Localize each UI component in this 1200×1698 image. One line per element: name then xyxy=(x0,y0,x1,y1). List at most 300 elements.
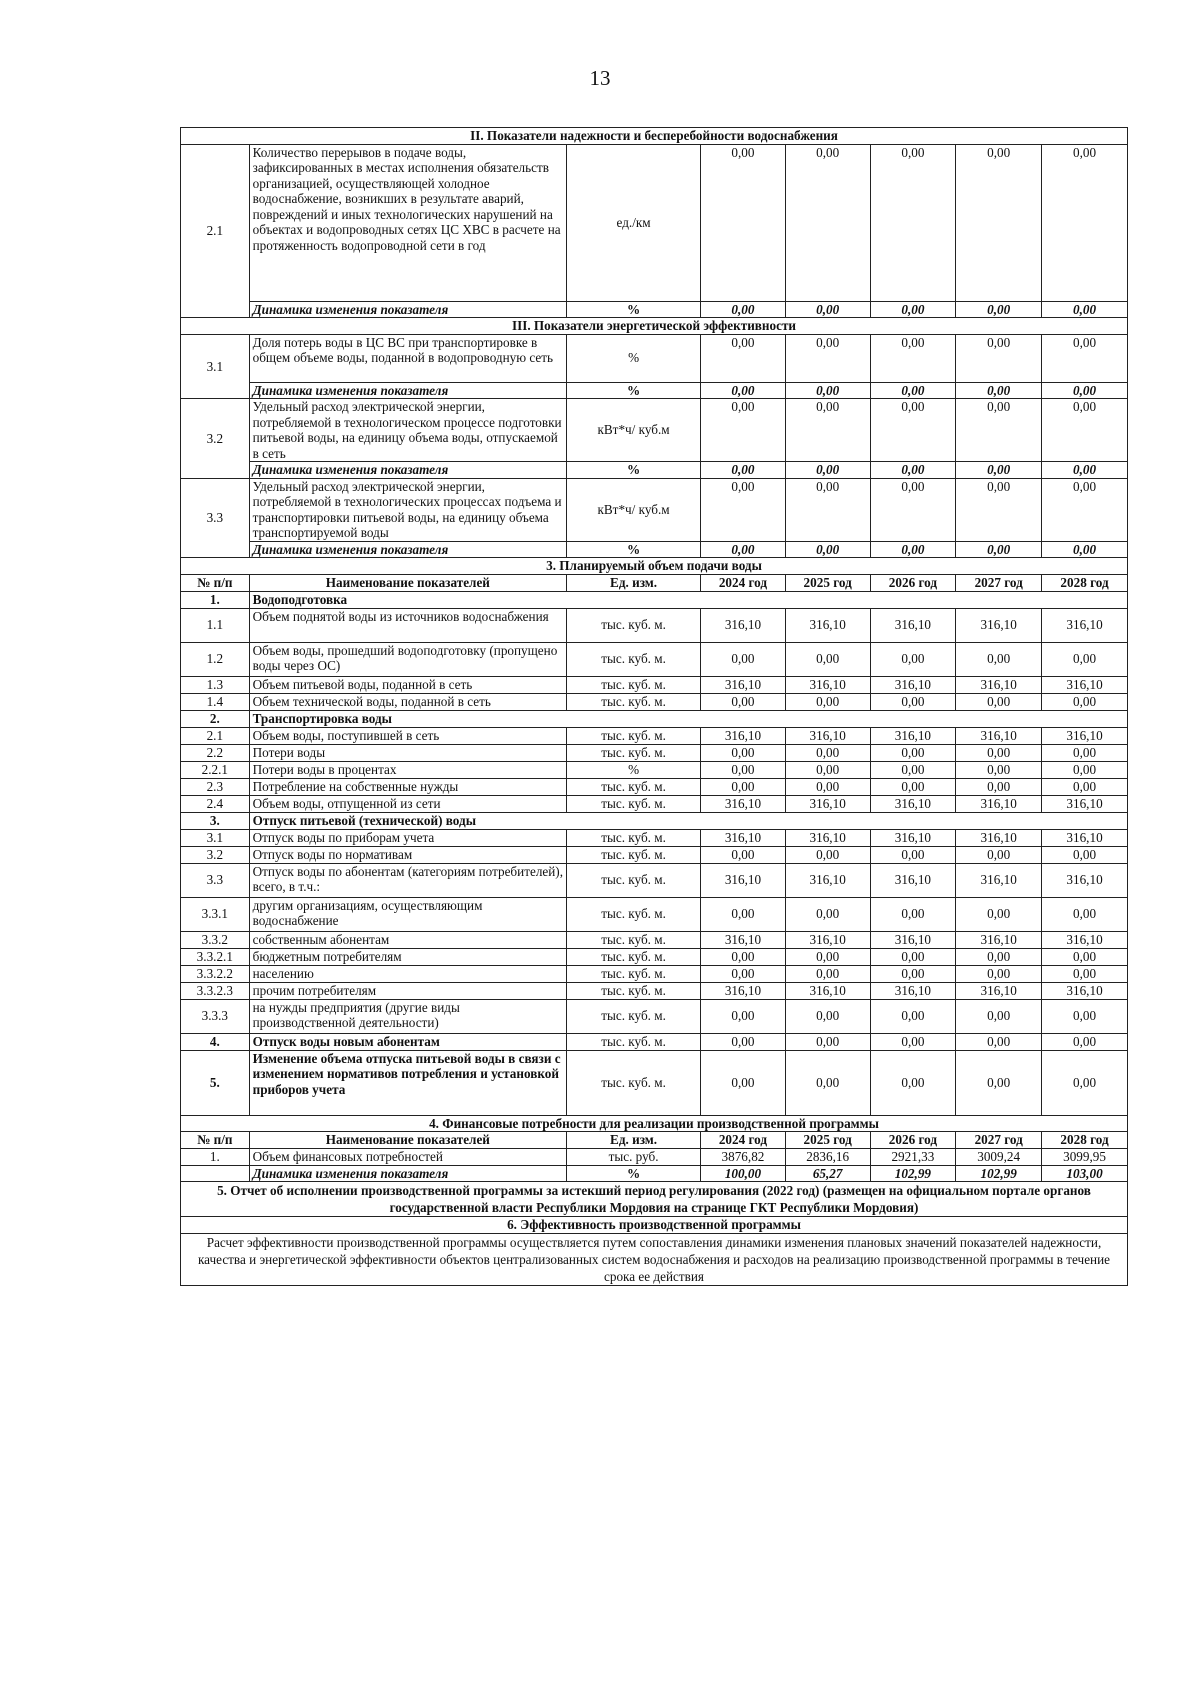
row-number: 3.3 xyxy=(181,478,250,558)
volume-row xyxy=(181,795,1128,812)
value-cell: 2836,16 xyxy=(785,1149,870,1166)
value-cell: 0,00 xyxy=(870,948,956,965)
value-cell: 0,00 xyxy=(870,144,956,301)
value-cell: 316,10 xyxy=(1042,608,1128,642)
group-name: Транспортировка воды xyxy=(249,710,1127,727)
dynamics-value: 0,00 xyxy=(785,382,870,399)
value-cell: 0,00 xyxy=(785,642,870,676)
unit-cell: тыс. куб. м. xyxy=(567,863,701,897)
indicator-3-3-row xyxy=(181,478,1128,541)
value-cell: 3009,24 xyxy=(956,1149,1042,1166)
unit-cell: ед./км xyxy=(567,144,701,301)
row-number: 2.4 xyxy=(181,795,250,812)
value-cell: 316,10 xyxy=(701,931,786,948)
value-cell: 0,00 xyxy=(870,1050,956,1115)
volume-group-row xyxy=(181,591,1128,608)
value-cell: 0,00 xyxy=(956,897,1042,931)
dynamics-value: 102,99 xyxy=(870,1165,956,1182)
dynamics-value: 0,00 xyxy=(701,382,786,399)
volume-row xyxy=(181,897,1128,931)
dynamics-value: 0,00 xyxy=(785,541,870,558)
column-header: Наименование показателей xyxy=(249,1132,566,1149)
volume-row xyxy=(181,999,1128,1033)
row-number: 1. xyxy=(181,591,250,608)
value-cell: 0,00 xyxy=(956,334,1042,382)
value-cell: 0,00 xyxy=(956,846,1042,863)
section-3-title: III. Показатели энергетической эффективности xyxy=(181,318,1128,335)
value-cell: 316,10 xyxy=(785,829,870,846)
unit-cell: кВт*ч/ куб.м xyxy=(567,399,701,462)
unit-cell: тыс. куб. м. xyxy=(567,693,701,710)
column-header: 2024 год xyxy=(701,574,786,591)
dynamics-value: 0,00 xyxy=(956,382,1042,399)
unit-cell: % xyxy=(567,301,701,318)
indicator-2-1-dynamics-row xyxy=(181,301,1128,318)
unit-cell: тыс. руб. xyxy=(567,1149,701,1166)
value-cell: 0,00 xyxy=(785,744,870,761)
volume-group-row xyxy=(181,812,1128,829)
indicator-name: прочим потребителям xyxy=(249,982,566,999)
value-cell: 0,00 xyxy=(785,897,870,931)
row-number: 3. xyxy=(181,812,250,829)
column-header: 2027 год xyxy=(956,1132,1042,1149)
value-cell: 0,00 xyxy=(785,965,870,982)
unit-cell: тыс. куб. м. xyxy=(567,1033,701,1050)
unit-cell: % xyxy=(567,334,701,382)
value-cell: 0,00 xyxy=(701,897,786,931)
indicator-name: Объем поднятой воды из источников водоснабжения xyxy=(249,608,566,642)
row-number: 5. xyxy=(181,1050,250,1115)
value-cell: 0,00 xyxy=(701,846,786,863)
row-number: 3.3.1 xyxy=(181,897,250,931)
value-cell: 316,10 xyxy=(701,982,786,999)
value-cell: 316,10 xyxy=(956,608,1042,642)
value-cell: 2921,33 xyxy=(870,1149,956,1166)
unit-cell: % xyxy=(567,1165,701,1182)
value-cell: 0,00 xyxy=(870,761,956,778)
value-cell: 0,00 xyxy=(956,1033,1042,1050)
value-cell: 316,10 xyxy=(785,931,870,948)
value-cell: 0,00 xyxy=(701,334,786,382)
finance-dynamics-row xyxy=(181,1165,1128,1182)
volume-row xyxy=(181,829,1128,846)
value-cell: 316,10 xyxy=(785,982,870,999)
column-header: 2025 год xyxy=(785,574,870,591)
row-number: 1. xyxy=(181,1149,250,1166)
unit-cell: кВт*ч/ куб.м xyxy=(567,478,701,541)
indicators-table xyxy=(180,127,1128,1286)
row-number: 3.3.2.2 xyxy=(181,965,250,982)
value-cell: 316,10 xyxy=(1042,676,1128,693)
column-header: 2024 год xyxy=(701,1132,786,1149)
dynamics-value: 0,00 xyxy=(1042,541,1128,558)
volume-section xyxy=(181,558,1128,575)
dynamics-value: 0,00 xyxy=(870,382,956,399)
row-number: 3.2 xyxy=(181,399,250,479)
value-cell: 0,00 xyxy=(785,778,870,795)
indicator-2-1-row xyxy=(181,144,1128,301)
value-cell: 0,00 xyxy=(956,761,1042,778)
volume-row xyxy=(181,846,1128,863)
unit-cell: тыс. куб. м. xyxy=(567,982,701,999)
unit-cell: % xyxy=(567,541,701,558)
row-number: 2.2 xyxy=(181,744,250,761)
unit-cell: % xyxy=(567,761,701,778)
dynamics-value: 103,00 xyxy=(1042,1165,1128,1182)
value-cell: 316,10 xyxy=(701,829,786,846)
value-cell: 0,00 xyxy=(701,478,786,541)
dynamics-value: 102,99 xyxy=(956,1165,1042,1182)
volume-section-title: 3. Планируемый объем подачи воды xyxy=(181,558,1128,575)
value-cell: 0,00 xyxy=(701,778,786,795)
value-cell: 0,00 xyxy=(785,693,870,710)
dynamics-value: 0,00 xyxy=(956,301,1042,318)
value-cell: 0,00 xyxy=(870,478,956,541)
value-cell: 316,10 xyxy=(870,727,956,744)
value-cell: 316,10 xyxy=(701,608,786,642)
value-cell: 0,00 xyxy=(870,999,956,1033)
indicator-name: Доля потерь воды в ЦС ВС при транспортировке в общем объеме воды, поданной в водопроводную сеть xyxy=(249,334,566,382)
section-3 xyxy=(181,318,1128,335)
value-cell: 0,00 xyxy=(701,1050,786,1115)
value-cell: 0,00 xyxy=(785,948,870,965)
indicator-name: собственным абонентам xyxy=(249,931,566,948)
unit-cell: тыс. куб. м. xyxy=(567,608,701,642)
value-cell: 0,00 xyxy=(1042,334,1128,382)
value-cell: 3099,95 xyxy=(1042,1149,1128,1166)
value-cell: 316,10 xyxy=(785,676,870,693)
value-cell: 316,10 xyxy=(956,982,1042,999)
unit-cell: % xyxy=(567,382,701,399)
report-section xyxy=(181,1182,1128,1217)
unit-cell: тыс. куб. м. xyxy=(567,829,701,846)
value-cell: 0,00 xyxy=(1042,965,1128,982)
value-cell: 316,10 xyxy=(870,982,956,999)
indicator-name: Объем питьевой воды, поданной в сеть xyxy=(249,676,566,693)
volume-row xyxy=(181,693,1128,710)
value-cell: 0,00 xyxy=(1042,1033,1128,1050)
value-cell: 0,00 xyxy=(1042,1050,1128,1115)
column-header: 2025 год xyxy=(785,1132,870,1149)
dynamics-value: 0,00 xyxy=(956,541,1042,558)
value-cell: 316,10 xyxy=(1042,931,1128,948)
dynamics-value: 0,00 xyxy=(1042,462,1128,479)
indicator-name: Потери воды xyxy=(249,744,566,761)
column-header: Наименование показателей xyxy=(249,574,566,591)
value-cell: 316,10 xyxy=(870,829,956,846)
indicator-name: Потери воды в процентах xyxy=(249,761,566,778)
value-cell: 3876,82 xyxy=(701,1149,786,1166)
value-cell: 0,00 xyxy=(785,999,870,1033)
dynamics-value: 0,00 xyxy=(785,301,870,318)
value-cell: 0,00 xyxy=(701,744,786,761)
row-number: 2. xyxy=(181,710,250,727)
value-cell: 316,10 xyxy=(956,795,1042,812)
indicator-3-3-dynamics-row xyxy=(181,541,1128,558)
column-header: № п/п xyxy=(181,574,250,591)
volume-row xyxy=(181,727,1128,744)
row-number: 2.3 xyxy=(181,778,250,795)
row-number: 3.3.2.3 xyxy=(181,982,250,999)
value-cell: 0,00 xyxy=(785,1033,870,1050)
value-cell: 0,00 xyxy=(701,693,786,710)
column-header: 2028 год xyxy=(1042,574,1128,591)
dynamics-value: 0,00 xyxy=(785,462,870,479)
dynamics-value: 0,00 xyxy=(870,541,956,558)
volume-row xyxy=(181,965,1128,982)
row-number: 1.4 xyxy=(181,693,250,710)
indicator-name: Удельный расход электрической энергии, потребляемой в технологических процессах подъема и транспортировки питьевой воды, на единицу объема транспортируемой воды xyxy=(249,478,566,541)
value-cell: 0,00 xyxy=(956,965,1042,982)
column-header: № п/п xyxy=(181,1132,250,1149)
value-cell: 316,10 xyxy=(1042,863,1128,897)
value-cell: 316,10 xyxy=(785,727,870,744)
indicator-name: Удельный расход электрической энергии, потребляемой в технологическом процессе подготовки питьевой воды, на единицу объема воды, отпускаемой в сеть xyxy=(249,399,566,462)
row-number: 3.3 xyxy=(181,863,250,897)
value-cell: 316,10 xyxy=(701,676,786,693)
volume-row xyxy=(181,931,1128,948)
efficiency-text: Расчет эффективности производственной программы осуществляется путем сопоставления динамики изменения плановых значений показателей надежности, качества и энергетической эффективности объектов централизованных систем водоснабжения и расходов на реализацию производственной программы в течение срока ее действия xyxy=(181,1233,1128,1285)
value-cell: 0,00 xyxy=(956,642,1042,676)
dynamics-label: Динамика изменения показателя xyxy=(249,1165,566,1182)
row-number: 2.2.1 xyxy=(181,761,250,778)
group-name: Отпуск питьевой (технической) воды xyxy=(249,812,1127,829)
value-cell: 0,00 xyxy=(785,478,870,541)
volume-row xyxy=(181,1033,1128,1050)
value-cell: 316,10 xyxy=(785,608,870,642)
unit-cell: тыс. куб. м. xyxy=(567,965,701,982)
value-cell: 0,00 xyxy=(785,399,870,462)
indicator-name: на нужды предприятия (другие виды производственной деятельности) xyxy=(249,999,566,1033)
volume-row xyxy=(181,778,1128,795)
value-cell: 316,10 xyxy=(870,931,956,948)
report-section-title: 5. Отчет об исполнении производственной программы за истекший период регулирования (2022 год) (размещен на официальном портале органов государственной власти Республики Мордовия на странице ГКТ Республики Мордовия) xyxy=(181,1182,1128,1217)
value-cell: 0,00 xyxy=(870,1033,956,1050)
unit-cell: % xyxy=(567,462,701,479)
unit-cell: тыс. куб. м. xyxy=(567,999,701,1033)
volume-header xyxy=(181,574,1128,591)
dynamics-value: 65,27 xyxy=(785,1165,870,1182)
value-cell: 0,00 xyxy=(1042,948,1128,965)
value-cell: 316,10 xyxy=(870,795,956,812)
volume-row xyxy=(181,642,1128,676)
value-cell: 0,00 xyxy=(956,778,1042,795)
indicator-3-1-dynamics-row xyxy=(181,382,1128,399)
row-number: 2.1 xyxy=(181,727,250,744)
row-number: 1.1 xyxy=(181,608,250,642)
volume-row xyxy=(181,676,1128,693)
column-header: Ед. изм. xyxy=(567,1132,701,1149)
indicator-name: бюджетным потребителям xyxy=(249,948,566,965)
value-cell: 316,10 xyxy=(1042,727,1128,744)
finance-row xyxy=(181,1149,1128,1166)
value-cell: 0,00 xyxy=(870,642,956,676)
volume-row xyxy=(181,1050,1128,1115)
value-cell: 0,00 xyxy=(956,144,1042,301)
dynamics-label: Динамика изменения показателя xyxy=(249,462,566,479)
indicator-name: другим организациям, осуществляющим водоснабжение xyxy=(249,897,566,931)
value-cell: 0,00 xyxy=(785,1050,870,1115)
value-cell: 0,00 xyxy=(870,897,956,931)
value-cell: 316,10 xyxy=(701,863,786,897)
finance-section-title: 4. Финансовые потребности для реализации производственной программы xyxy=(181,1115,1128,1132)
value-cell: 0,00 xyxy=(1042,744,1128,761)
row-number: 1.3 xyxy=(181,676,250,693)
value-cell: 316,10 xyxy=(956,727,1042,744)
value-cell: 0,00 xyxy=(956,693,1042,710)
value-cell: 0,00 xyxy=(870,744,956,761)
value-cell: 316,10 xyxy=(870,608,956,642)
indicator-name: Объем финансовых потребностей xyxy=(249,1149,566,1166)
volume-row xyxy=(181,948,1128,965)
unit-cell: тыс. куб. м. xyxy=(567,948,701,965)
volume-row xyxy=(181,982,1128,999)
value-cell: 0,00 xyxy=(785,144,870,301)
unit-cell: тыс. куб. м. xyxy=(567,676,701,693)
column-header: 2026 год xyxy=(870,574,956,591)
value-cell: 0,00 xyxy=(701,761,786,778)
value-cell: 0,00 xyxy=(870,965,956,982)
value-cell: 316,10 xyxy=(785,795,870,812)
value-cell: 0,00 xyxy=(870,399,956,462)
dynamics-value: 0,00 xyxy=(870,462,956,479)
value-cell: 0,00 xyxy=(956,948,1042,965)
efficiency-section xyxy=(181,1217,1128,1234)
value-cell: 0,00 xyxy=(701,965,786,982)
row-number: 3.2 xyxy=(181,846,250,863)
value-cell: 0,00 xyxy=(956,744,1042,761)
indicator-name: Потребление на собственные нужды xyxy=(249,778,566,795)
value-cell: 0,00 xyxy=(701,1033,786,1050)
dynamics-value: 0,00 xyxy=(701,462,786,479)
value-cell: 316,10 xyxy=(701,795,786,812)
column-header: Ед. изм. xyxy=(567,574,701,591)
value-cell: 0,00 xyxy=(785,761,870,778)
column-header: 2027 год xyxy=(956,574,1042,591)
value-cell: 0,00 xyxy=(870,334,956,382)
indicator-name: Объем воды, прошедший водоподготовку (пропущено воды через ОС) xyxy=(249,642,566,676)
dynamics-label: Динамика изменения показателя xyxy=(249,382,566,399)
value-cell: 0,00 xyxy=(701,999,786,1033)
row-number: 3.3.2 xyxy=(181,931,250,948)
value-cell: 0,00 xyxy=(956,1050,1042,1115)
indicator-name: Объем воды, отпущенной из сети xyxy=(249,795,566,812)
value-cell: 316,10 xyxy=(870,676,956,693)
dynamics-value: 0,00 xyxy=(870,301,956,318)
dynamics-value: 0,00 xyxy=(1042,301,1128,318)
volume-row xyxy=(181,863,1128,897)
efficiency-text-row xyxy=(181,1233,1128,1285)
unit-cell: тыс. куб. м. xyxy=(567,727,701,744)
volume-row xyxy=(181,608,1128,642)
value-cell: 0,00 xyxy=(1042,144,1128,301)
dynamics-value: 0,00 xyxy=(956,462,1042,479)
value-cell: 0,00 xyxy=(870,778,956,795)
value-cell: 0,00 xyxy=(1042,846,1128,863)
efficiency-section-title: 6. Эффективность производственной программы xyxy=(181,1217,1128,1234)
value-cell: 316,10 xyxy=(956,931,1042,948)
value-cell: 0,00 xyxy=(956,999,1042,1033)
value-cell: 0,00 xyxy=(1042,693,1128,710)
unit-cell: тыс. куб. м. xyxy=(567,778,701,795)
dynamics-value: 0,00 xyxy=(1042,382,1128,399)
row-number: 4. xyxy=(181,1033,250,1050)
value-cell: 316,10 xyxy=(1042,982,1128,999)
value-cell: 316,10 xyxy=(1042,829,1128,846)
value-cell: 0,00 xyxy=(701,642,786,676)
row-number xyxy=(181,1165,250,1182)
indicator-name: Объем воды, поступившей в сеть xyxy=(249,727,566,744)
value-cell: 316,10 xyxy=(870,863,956,897)
indicator-name: Изменение объема отпуска питьевой воды в связи с изменением нормативов потребления и установкой приборов учета xyxy=(249,1050,566,1115)
value-cell: 316,10 xyxy=(701,727,786,744)
indicator-name: Количество перерывов в подаче воды, зафиксированных в местах исполнения обязательств организацией, осуществляющей холодное водоснабжение, возникших в результате аварий, повреждений и иных технологических нарушений на объектах и водопроводных сетях ЦС ХВС в расчете на протяженность водопроводной сети в год xyxy=(249,144,566,301)
row-number: 3.3.3 xyxy=(181,999,250,1033)
value-cell: 0,00 xyxy=(701,948,786,965)
dynamics-label: Динамика изменения показателя xyxy=(249,541,566,558)
column-header: 2028 год xyxy=(1042,1132,1128,1149)
value-cell: 0,00 xyxy=(1042,642,1128,676)
value-cell: 0,00 xyxy=(785,846,870,863)
value-cell: 0,00 xyxy=(956,478,1042,541)
indicator-name: населению xyxy=(249,965,566,982)
volume-row xyxy=(181,761,1128,778)
unit-cell: тыс. куб. м. xyxy=(567,744,701,761)
unit-cell: тыс. куб. м. xyxy=(567,931,701,948)
section-2-title: II. Показатели надежности и бесперебойности водоснабжения xyxy=(181,128,1128,145)
column-header: 2026 год xyxy=(870,1132,956,1149)
value-cell: 0,00 xyxy=(956,399,1042,462)
section-2 xyxy=(181,128,1128,145)
value-cell: 0,00 xyxy=(1042,399,1128,462)
indicator-name: Отпуск воды по абонентам (категориям потребителей), всего, в т.ч.: xyxy=(249,863,566,897)
unit-cell: тыс. куб. м. xyxy=(567,1050,701,1115)
indicator-name: Отпуск воды новым абонентам xyxy=(249,1033,566,1050)
row-number: 2.1 xyxy=(181,144,250,318)
unit-cell: тыс. куб. м. xyxy=(567,846,701,863)
value-cell: 0,00 xyxy=(1042,761,1128,778)
row-number: 3.1 xyxy=(181,829,250,846)
value-cell: 316,10 xyxy=(956,829,1042,846)
value-cell: 0,00 xyxy=(1042,999,1128,1033)
indicator-3-2-row xyxy=(181,399,1128,462)
row-number: 3.1 xyxy=(181,334,250,399)
volume-row xyxy=(181,744,1128,761)
group-name: Водоподготовка xyxy=(249,591,1127,608)
indicator-name: Отпуск воды по нормативам xyxy=(249,846,566,863)
dynamics-value: 100,00 xyxy=(701,1165,786,1182)
value-cell: 316,10 xyxy=(956,676,1042,693)
indicator-name: Объем технической воды, поданной в сеть xyxy=(249,693,566,710)
unit-cell: тыс. куб. м. xyxy=(567,795,701,812)
value-cell: 0,00 xyxy=(1042,778,1128,795)
dynamics-value: 0,00 xyxy=(701,301,786,318)
value-cell: 0,00 xyxy=(870,846,956,863)
unit-cell: тыс. куб. м. xyxy=(567,642,701,676)
row-number: 3.3.2.1 xyxy=(181,948,250,965)
value-cell: 0,00 xyxy=(1042,897,1128,931)
page-number: 13 xyxy=(589,66,611,90)
value-cell: 0,00 xyxy=(785,334,870,382)
value-cell: 316,10 xyxy=(785,863,870,897)
indicator-3-2-dynamics-row xyxy=(181,462,1128,479)
unit-cell: тыс. куб. м. xyxy=(567,897,701,931)
indicator-3-1-row xyxy=(181,334,1128,382)
dynamics-value: 0,00 xyxy=(701,541,786,558)
row-number: 1.2 xyxy=(181,642,250,676)
finance-header xyxy=(181,1132,1128,1149)
value-cell: 0,00 xyxy=(870,693,956,710)
